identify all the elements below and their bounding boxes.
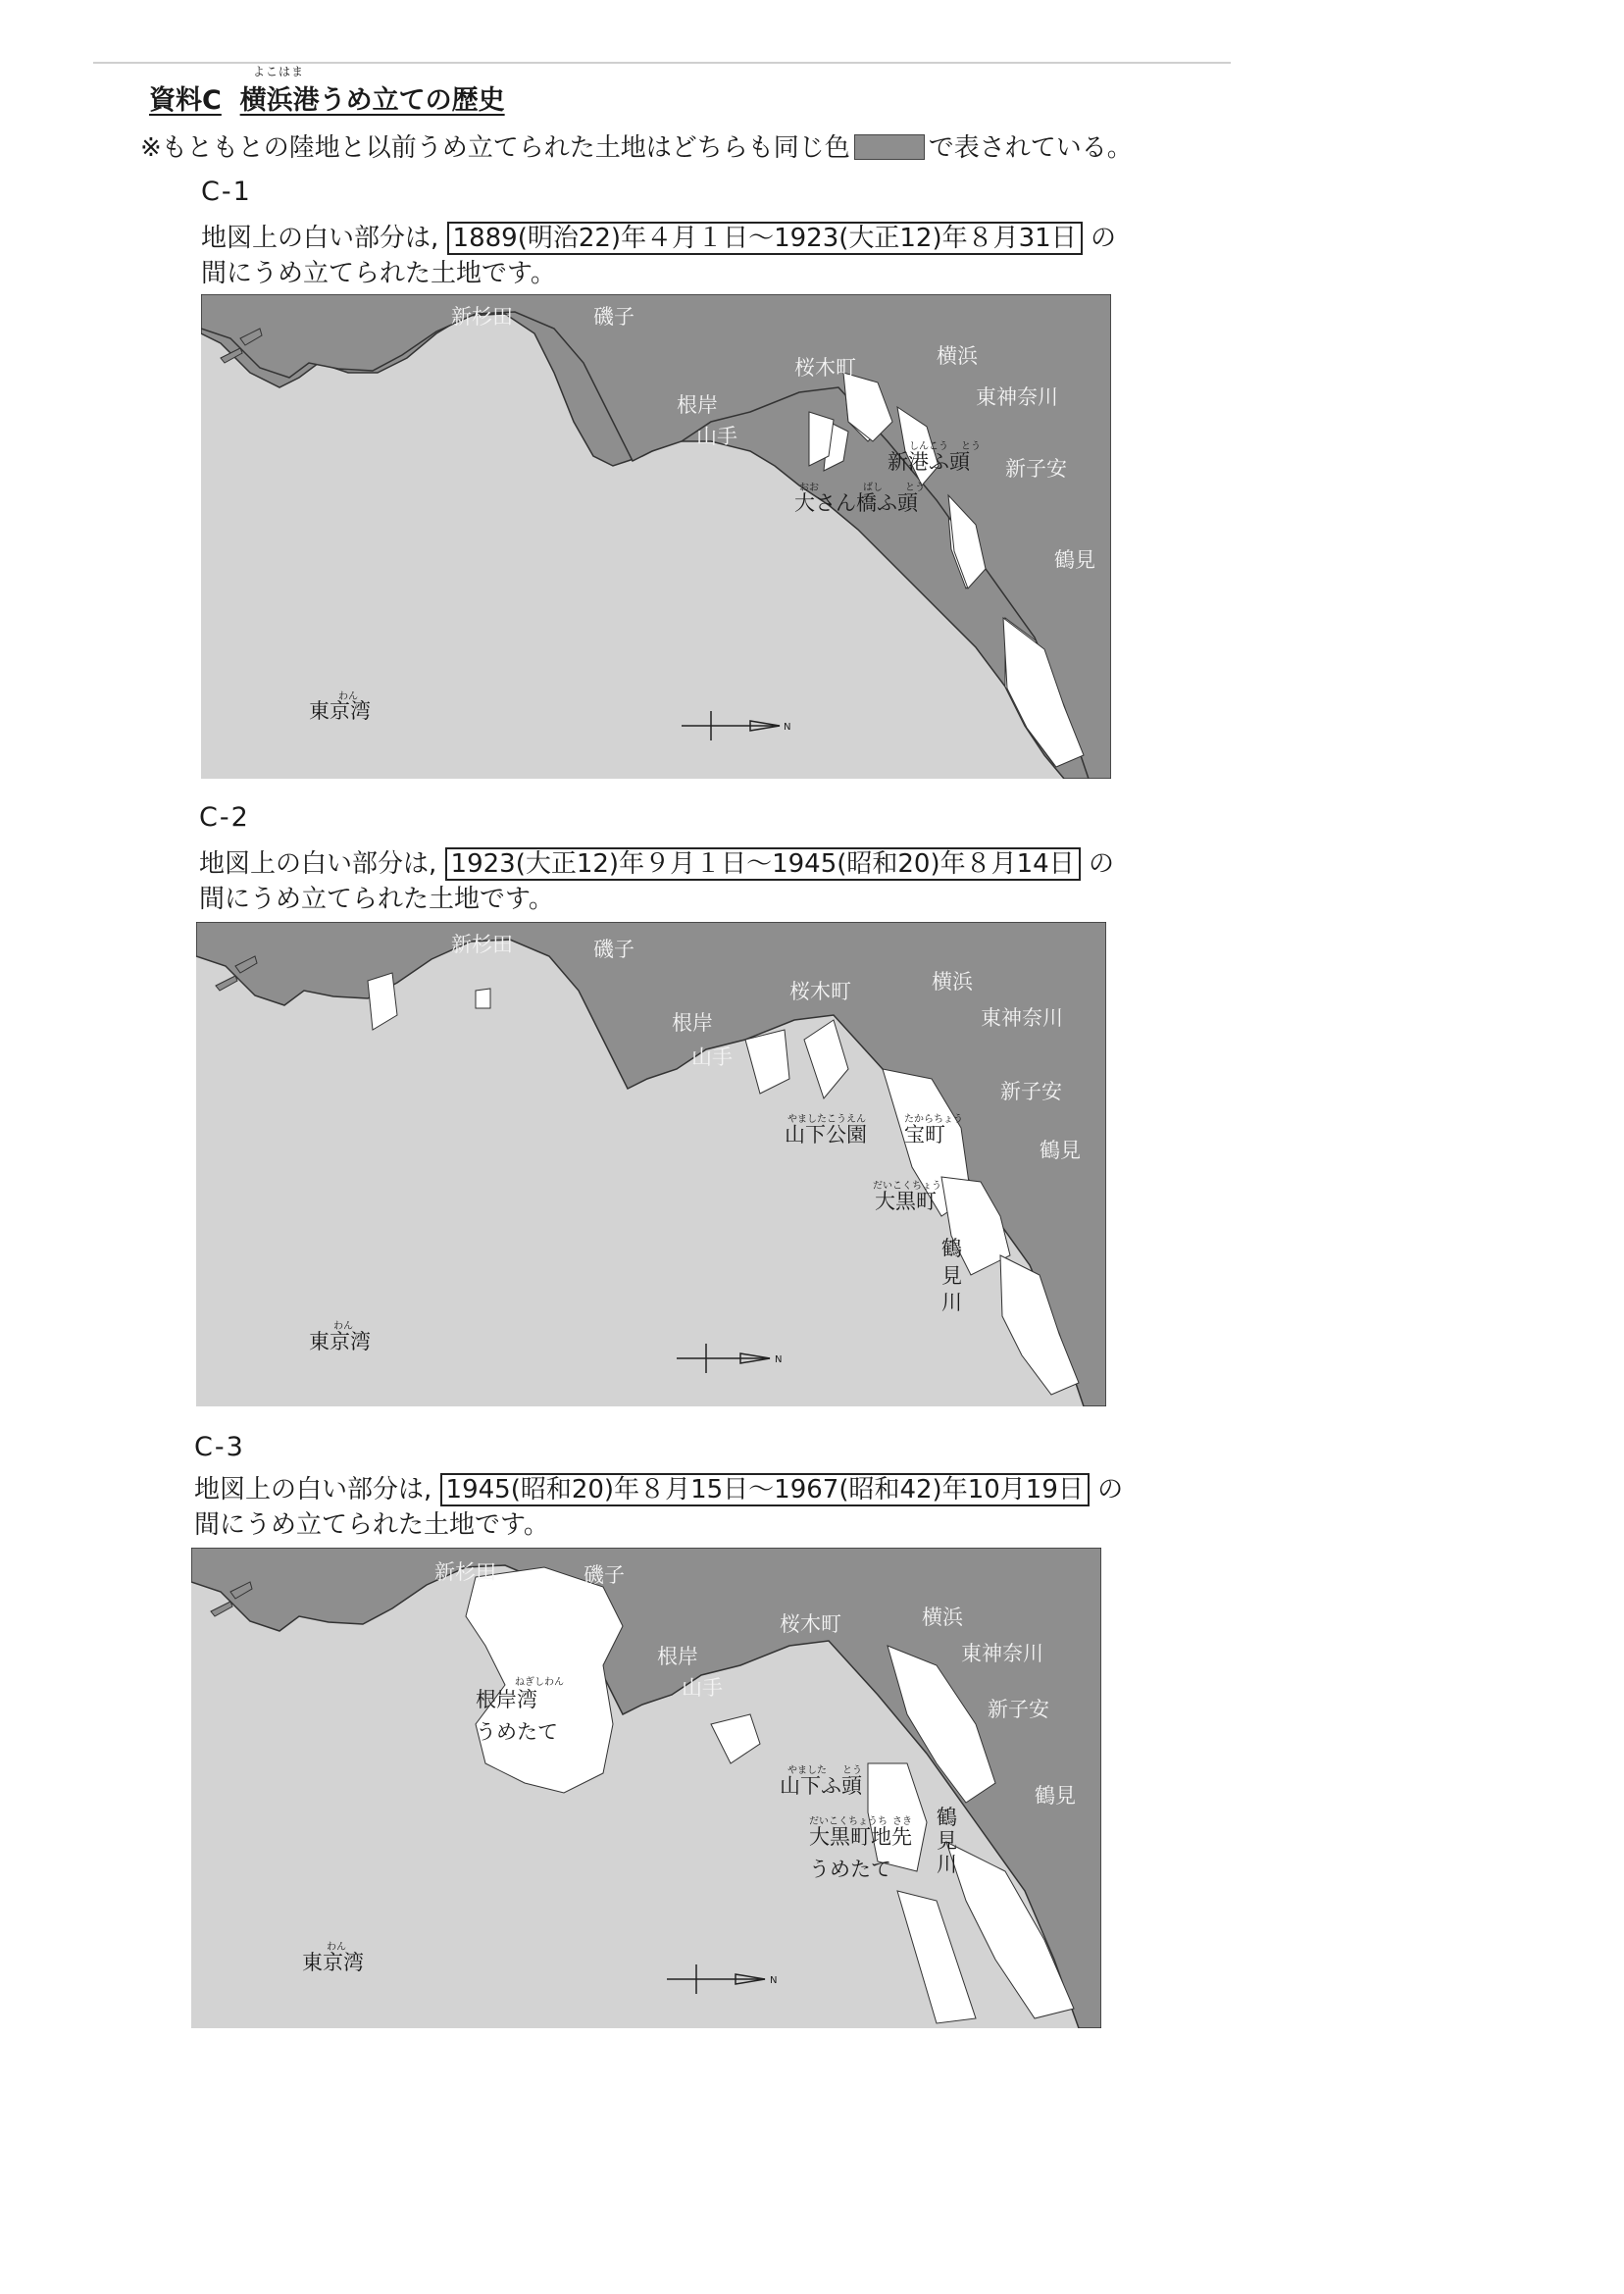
section-text-c1 xyxy=(201,218,1116,254)
place-label: 宝町 xyxy=(904,1123,945,1147)
period-box: 1923(大正12)年９月１日～1945(昭和20)年８月14日 xyxy=(445,847,1081,881)
place-label: 桜木町 xyxy=(789,980,851,1003)
document-title xyxy=(149,78,505,117)
svg-text:N: N xyxy=(775,1354,783,1365)
place-label: 東京湾 xyxy=(309,1330,371,1353)
place-label: 川 xyxy=(937,1853,957,1876)
section-line2-c2: 間にうめ立てられた土地です。 xyxy=(199,885,554,914)
title-prefix: 資料C xyxy=(149,85,222,116)
place-label: 大さん橋ふ頭 xyxy=(794,491,918,515)
place-label: 見 xyxy=(937,1829,957,1853)
place-label: 横浜 xyxy=(932,970,973,994)
text-after: の xyxy=(1088,849,1114,879)
place-label: 山手 xyxy=(696,425,737,448)
place-ruby: おお xyxy=(799,483,819,493)
place-label: 根岸 xyxy=(672,1011,713,1035)
place-label: 横浜 xyxy=(937,344,978,368)
place-label: 横浜 xyxy=(922,1606,963,1629)
place-ruby: とう xyxy=(961,441,981,452)
place-label: 東神奈川 xyxy=(961,1642,1043,1665)
map-c1 xyxy=(201,294,1111,779)
map-c2 xyxy=(196,922,1106,1406)
title-ruby: よこはま xyxy=(253,65,305,78)
place-label: 根岸 xyxy=(677,393,718,417)
section-label-c2: C-2 xyxy=(199,802,250,833)
svg-text:N: N xyxy=(770,1975,778,1986)
place-label: 新港ふ頭 xyxy=(888,450,970,474)
place-label: 東京湾 xyxy=(302,1951,364,1974)
text-before: 地図上の白い部分は, xyxy=(199,849,437,879)
place-label: 見 xyxy=(941,1264,962,1288)
place-label: うめたて xyxy=(809,1858,891,1881)
place-label: 鶴 xyxy=(941,1237,962,1260)
place-label: 桜木町 xyxy=(794,356,856,380)
place-ruby: とう xyxy=(842,1765,862,1776)
section-line2-c1: 間にうめ立てられた土地です。 xyxy=(201,259,556,288)
section-text-c2 xyxy=(199,843,1114,880)
place-ruby: わん xyxy=(333,1321,353,1332)
text-before: 地図上の白い部分は, xyxy=(201,224,439,253)
place-label: 川 xyxy=(941,1291,962,1314)
place-label: うめたて xyxy=(476,1720,558,1744)
place-label: 鶴見 xyxy=(1054,548,1095,572)
place-ruby: だいこくちょう xyxy=(873,1181,941,1192)
section-label-c1: C-1 xyxy=(201,177,252,207)
place-label: 山下公園 xyxy=(785,1123,867,1147)
place-label: 大黒町地先 xyxy=(809,1825,912,1849)
note-after: で表されている。 xyxy=(928,133,1133,163)
section-text-c3 xyxy=(194,1469,1123,1505)
place-label: 新杉田 xyxy=(434,1560,496,1584)
place-label: 桜木町 xyxy=(780,1612,841,1636)
place-label: 新子安 xyxy=(1005,457,1067,481)
place-ruby: ばし xyxy=(863,483,883,493)
color-note xyxy=(140,127,1133,164)
place-label: 山手 xyxy=(682,1676,723,1700)
place-ruby: やましたこうえん xyxy=(787,1114,866,1125)
section-label-c3: C-3 xyxy=(194,1432,245,1462)
place-label: 新子安 xyxy=(988,1698,1049,1721)
note-before: ※もともとの陸地と以前うめ立てられた土地はどちらも同じ色 xyxy=(140,133,850,163)
place-label: 鶴 xyxy=(937,1806,957,1829)
place-ruby: ねぎしわん xyxy=(515,1677,564,1688)
text-after: の xyxy=(1090,224,1116,253)
place-label: 新杉田 xyxy=(451,933,513,956)
place-label: 東京湾 xyxy=(309,699,371,723)
place-ruby: たからちょう xyxy=(904,1114,963,1125)
text-before: 地図上の白い部分は, xyxy=(194,1475,432,1504)
place-ruby: わん xyxy=(327,1942,346,1953)
place-ruby: わん xyxy=(338,691,358,702)
svg-text:N: N xyxy=(784,722,791,733)
place-label: 東神奈川 xyxy=(976,385,1058,409)
place-ruby: だいこくちょうち xyxy=(809,1816,888,1827)
text-after: の xyxy=(1097,1475,1124,1504)
period-box: 1889(明治22)年４月１日～1923(大正12)年８月31日 xyxy=(447,222,1083,255)
place-label: 根岸 xyxy=(657,1645,698,1668)
reclaimed-isogo xyxy=(476,989,490,1008)
place-label: 磯子 xyxy=(593,938,634,961)
place-label: 新杉田 xyxy=(451,305,513,329)
place-ruby: とう xyxy=(905,483,925,493)
place-label: 新子安 xyxy=(1000,1080,1062,1103)
place-ruby: やました xyxy=(787,1765,827,1776)
place-label: 山下ふ頭 xyxy=(780,1774,862,1798)
map-c3 xyxy=(191,1548,1101,2028)
place-label: 山手 xyxy=(691,1045,733,1069)
section-line2-c3: 間にうめ立てられた土地です。 xyxy=(194,1510,549,1540)
place-label: 鶴見 xyxy=(1040,1139,1081,1162)
land-color-swatch xyxy=(854,134,925,160)
place-label: 磯子 xyxy=(593,305,634,329)
period-box: 1945(昭和20)年８月15日～1967(昭和42)年10月19日 xyxy=(440,1473,1090,1506)
place-label: 根岸湾 xyxy=(476,1688,537,1711)
place-label: 東神奈川 xyxy=(981,1006,1063,1030)
title-main: 横浜港うめ立ての歴史 xyxy=(239,85,505,116)
place-label: 大黒町 xyxy=(875,1190,937,1213)
place-ruby: しんこう xyxy=(909,441,948,452)
place-label: 磯子 xyxy=(584,1563,625,1587)
place-label: 鶴見 xyxy=(1035,1784,1076,1808)
place-ruby: さき xyxy=(892,1816,912,1827)
